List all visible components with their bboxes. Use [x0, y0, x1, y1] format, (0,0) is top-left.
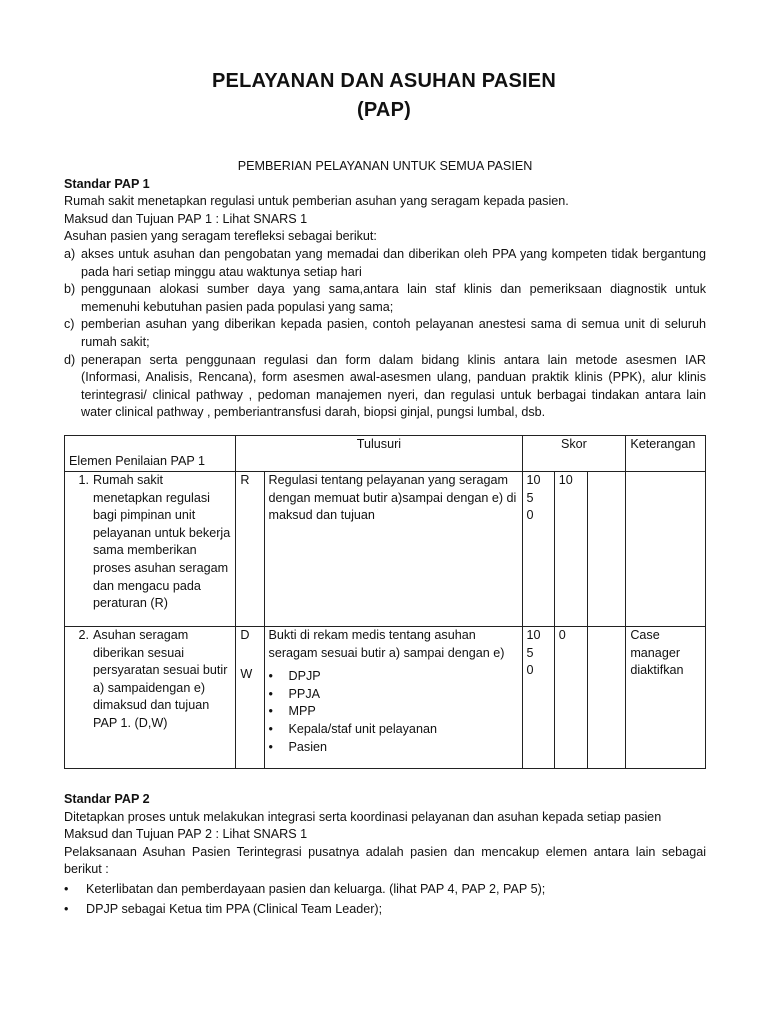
bullet-icon: •	[64, 901, 69, 916]
skor-value: 0	[558, 628, 566, 642]
assessment-table	[64, 435, 706, 769]
tulusuri-text: Regulasi tentang pelayanan yang seragam dengan memuat butir a)sampai dengan e) di maksud dan tujuan	[268, 473, 517, 523]
bullet-icon: •	[64, 881, 69, 896]
row-number: 2.	[78, 628, 89, 642]
header-elemen-text: Elemen Penilaian PAP 1	[69, 454, 206, 469]
cell-type	[236, 472, 264, 627]
keterangan-text: Case manager diaktifkan	[630, 628, 684, 678]
skor-option: 10	[526, 628, 541, 642]
bullet-icon: •	[268, 669, 273, 684]
header-keterangan-text: Keterangan	[630, 437, 696, 451]
bullet-text: Kepala/staf unit pelayanan	[288, 721, 437, 736]
table-row	[65, 472, 706, 627]
std2-intro: Pelaksanaan Asuhan Pasien Terintegrasi pusatnya adalah pasien dan mencakup elemen antara lain sebagai berikut :	[64, 844, 706, 877]
list-item	[269, 703, 518, 721]
bullet-text: DPJP sebagai Ketua tim PPA (Clinical Team Leader);	[86, 901, 383, 916]
list-item	[64, 281, 706, 316]
header-keterangan	[626, 436, 706, 472]
skor-option: 5	[526, 645, 534, 660]
type-code: W	[240, 667, 253, 682]
std2-label: Standar PAP 2	[64, 792, 150, 806]
std1-maksud: Maksud dan Tujuan PAP 1 : Lihat SNARS 1	[64, 211, 308, 226]
tulusuri-text: Bukti di rekam medis tentang asuhan seragam sesuai butir a) sampai dengan e)	[268, 628, 505, 660]
header-tulusuri-text: Tulusuri	[356, 437, 402, 451]
list-item	[64, 352, 706, 422]
list-marker: d)	[64, 352, 76, 367]
list-item	[64, 246, 706, 281]
std2-section	[64, 791, 706, 918]
list-item	[269, 668, 518, 686]
cell-empty	[588, 472, 626, 627]
list-marker: b)	[64, 282, 76, 297]
list-text: penggunaan alokasi sumber daya yang sama,antara lain staf klinis dan pemeriksaan diagnostik untuk memenuhi kebutuhan pasien pada populasi yang sama;	[81, 282, 706, 314]
bullet-icon: •	[268, 704, 273, 719]
cell-keterangan	[626, 627, 706, 769]
list-item	[64, 901, 706, 919]
cell-elemen	[65, 472, 236, 627]
list-item	[269, 721, 518, 739]
section-heading: PEMBERIAN PELAYANAN UNTUK SEMUA PASIEN	[237, 159, 533, 173]
cell-tulusuri	[264, 472, 522, 627]
list-marker: a)	[64, 246, 76, 261]
skor-option: 0	[526, 663, 534, 678]
std1-section	[64, 158, 706, 422]
cell-skor-value	[554, 627, 587, 769]
bullet-text: MPP	[288, 704, 316, 719]
header-skor	[522, 436, 626, 472]
std1-statement: Rumah sakit menetapkan regulasi untuk pemberian asuhan yang seragam kepada pasien.	[64, 194, 569, 209]
cell-skor-options	[522, 472, 554, 627]
skor-option: 5	[526, 490, 534, 505]
std1-label: Standar PAP 1	[64, 176, 150, 191]
header-tulusuri	[236, 436, 522, 472]
cell-elemen	[65, 627, 236, 769]
elemen-text: Rumah sakit menetapkan regulasi bagi pimpinan unit pelayanan untuk bekerja sama memberikan proses asuhan seragam dan mengacu pada peraturan (R)	[93, 473, 231, 611]
document-title: PELAYANAN DAN ASUHAN PASIEN	[212, 70, 556, 92]
skor-option: 0	[526, 508, 534, 523]
list-text: akses untuk asuhan dan pengobatan yang memadai dan diberikan oleh PPA yang kompeten tidak bergantung pada hari setiap minggu atau waktunya setiap hari	[81, 246, 706, 279]
header-skor-text: Skor	[560, 437, 587, 451]
bullet-icon: •	[268, 739, 273, 754]
list-text: pemberian asuhan yang diberikan kepada pasien, contoh pelayanan anestesi sama di semua unit di seluruh rumah sakit;	[81, 317, 706, 349]
bullet-text: DPJP	[288, 669, 321, 684]
header-elemen	[65, 436, 236, 472]
list-item	[64, 316, 706, 351]
tulusuri-bullets	[269, 668, 518, 756]
skor-option: 10	[526, 473, 541, 487]
row-number: 1.	[78, 473, 89, 487]
bullet-icon: •	[268, 721, 273, 736]
std2-maksud: Maksud dan Tujuan PAP 2 : Lihat SNARS 1	[64, 827, 308, 842]
std2-statement: Ditetapkan proses untuk melakukan integrasi serta koordinasi pelayanan dan asuhan kepada setiap pasien	[64, 809, 662, 824]
bullet-text: Keterlibatan dan pemberdayaan pasien dan keluarga. (lihat PAP 4, PAP 2, PAP 5);	[86, 881, 546, 896]
cell-skor-options	[522, 627, 554, 769]
table-row	[65, 627, 706, 769]
list-marker: c)	[64, 317, 75, 332]
list-item	[64, 881, 706, 899]
table-header-row	[65, 436, 706, 472]
cell-skor-value	[554, 472, 587, 627]
cell-empty	[588, 627, 626, 769]
list-item	[269, 686, 518, 704]
type-code: R	[240, 473, 250, 487]
bullet-text: PPJA	[288, 686, 321, 701]
list-text: penerapan serta penggunaan regulasi dan form dalam bidang klinis antara lain metode asesmen IAR (Informasi, Analisis, Rencana), form asesmen awal-asesmen ulang, panduan praktik klinis (PPK), alur klinis terintegrasi/ clinical pathway , pedoman manajemen nyeri, dan regulasi untuk berbagai tindakan antara lain water clinical pathway , pemberiantransfusi darah, biopsi ginjal, pungsi lumbal, dsb.	[81, 352, 706, 420]
skor-value: 10	[558, 473, 573, 487]
cell-keterangan	[626, 472, 706, 627]
type-code: D	[240, 628, 250, 642]
document-subtitle: (PAP)	[357, 99, 411, 121]
bullet-text: Pasien	[288, 739, 328, 754]
cell-tulusuri	[264, 627, 522, 769]
cell-type	[236, 627, 264, 769]
list-item	[269, 739, 518, 757]
bullet-icon: •	[268, 686, 273, 701]
elemen-text: Asuhan seragam diberikan sesuai persyaratan sesuai butir a) sampaidengan e) dimaksud dan tujuan PAP 1. (D,W)	[93, 628, 228, 730]
std1-intro: Asuhan pasien yang seragam terefleksi sebagai berikut:	[64, 229, 377, 244]
